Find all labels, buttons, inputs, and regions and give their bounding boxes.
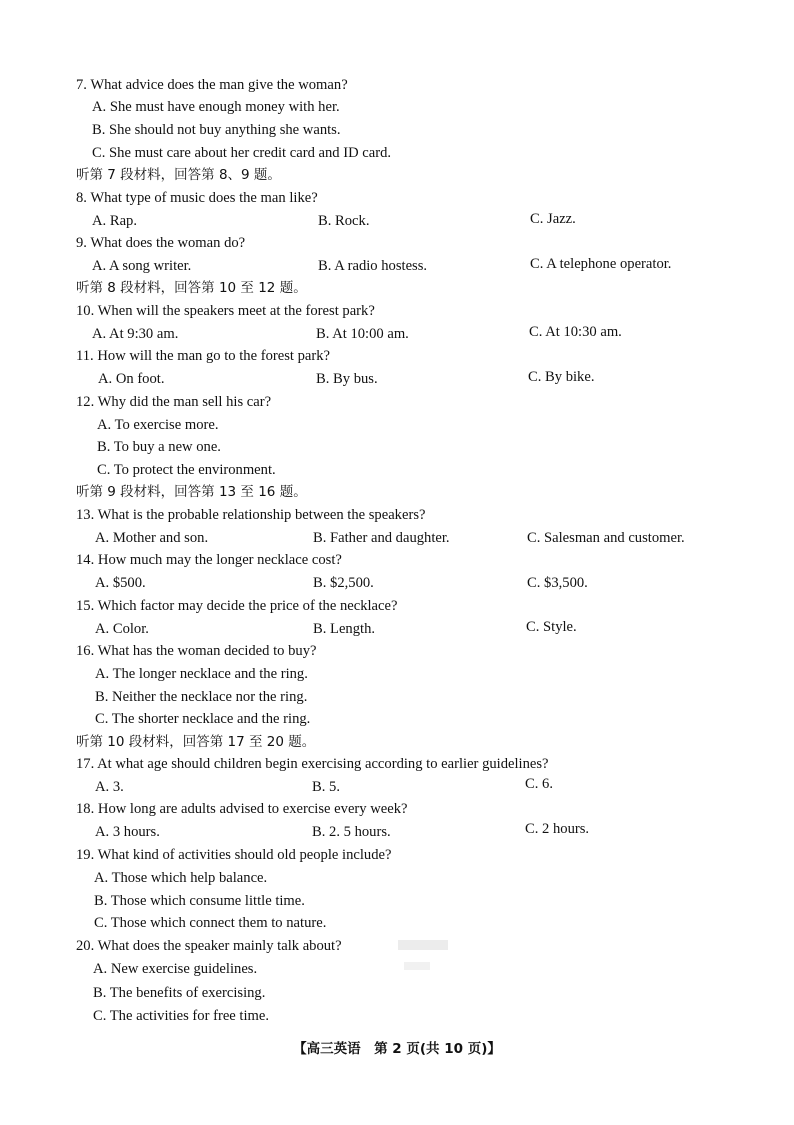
question-8: 8. What type of music does the man like?: [76, 190, 318, 206]
question-18: 18. How long are adults advised to exercise every week?: [76, 801, 408, 817]
question-11: 11. How will the man go to the forest park?: [76, 348, 330, 364]
option-13a: A. Mother and son.: [95, 530, 209, 546]
question-15: 15. Which factor may decide the price of the necklace?: [76, 598, 398, 614]
option-8b: B. Rock.: [318, 213, 370, 229]
option-16c: C. The shorter necklace and the ring.: [95, 711, 311, 727]
page-footer: 【高三英语 第 2 页(共 10 页)】: [293, 1041, 501, 1057]
option-15c: C. Style.: [526, 619, 577, 635]
question-17: 17. At what age should children begin exercising according to earlier guidelines?: [76, 756, 549, 772]
option-15b: B. Length.: [313, 621, 376, 637]
option-10c: C. At 10:30 am.: [529, 324, 622, 340]
question-12: 12. Why did the man sell his car?: [76, 394, 272, 410]
question-16: 16. What has the woman decided to buy?: [76, 643, 317, 659]
option-10a: A. At 9:30 am.: [92, 326, 179, 342]
option-14c: C. $3,500.: [527, 575, 588, 591]
option-16b: B. Neither the necklace nor the ring.: [95, 689, 308, 705]
option-20a: A. New exercise guidelines.: [93, 961, 258, 977]
option-13c: C. Salesman and customer.: [527, 530, 685, 546]
option-12a: A. To exercise more.: [97, 417, 219, 433]
option-20c: C. The activities for free time.: [93, 1008, 270, 1024]
option-19a: A. Those which help balance.: [94, 870, 268, 886]
scan-artifact: [404, 962, 430, 970]
section-header-9: 听第 9 段材料，回答第 13 至 16 题。: [76, 484, 307, 500]
option-13b: B. Father and daughter.: [313, 530, 450, 546]
option-7c: C. She must care about her credit card and ID card.: [92, 145, 392, 161]
option-12c: C. To protect the environment.: [97, 462, 276, 478]
option-7a: A. She must have enough money with her.: [92, 99, 340, 115]
option-10b: B. At 10:00 am.: [316, 326, 409, 342]
option-8a: A. Rap.: [92, 213, 137, 229]
question-10: 10. When will the speakers meet at the forest park?: [76, 303, 375, 319]
option-11c: C. By bike.: [528, 369, 595, 385]
option-15a: A. Color.: [95, 621, 149, 637]
section-header-8: 听第 8 段材料，回答第 10 至 12 题。: [76, 280, 307, 296]
question-9: 9. What does the woman do?: [76, 235, 246, 251]
question-13: 13. What is the probable relationship between the speakers?: [76, 507, 426, 523]
question-7: 7. What advice does the man give the woman?: [76, 77, 348, 93]
option-14b: B. $2,500.: [313, 575, 374, 591]
option-19c: C. Those which connect them to nature.: [94, 915, 327, 931]
option-7b: B. She should not buy anything she wants.: [92, 122, 341, 138]
option-18c: C. 2 hours.: [525, 821, 590, 837]
option-9c: C. A telephone operator.: [530, 256, 672, 272]
option-11b: B. By bus.: [316, 371, 378, 387]
option-16a: A. The longer necklace and the ring.: [95, 666, 308, 682]
option-11a: A. On foot.: [98, 371, 165, 387]
section-header-7: 听第 7 段材料，回答第 8、9 题。: [76, 167, 281, 183]
option-19b: B. Those which consume little time.: [94, 893, 305, 909]
option-9b: B. A radio hostess.: [318, 258, 428, 274]
option-17c: C. 6.: [525, 776, 553, 792]
option-17b: B. 5.: [312, 779, 340, 795]
option-18a: A. 3 hours.: [95, 824, 160, 840]
option-14a: A. $500.: [95, 575, 146, 591]
option-8c: C. Jazz.: [530, 211, 576, 227]
question-20: 20. What does the speaker mainly talk about?: [76, 938, 342, 954]
scan-artifact: [398, 940, 448, 950]
option-9a: A. A song writer.: [92, 258, 192, 274]
section-header-10: 听第 10 段材料，回答第 17 至 20 题。: [76, 734, 316, 750]
question-19: 19. What kind of activities should old people include?: [76, 847, 392, 863]
question-14: 14. How much may the longer necklace cost?: [76, 552, 342, 568]
option-17a: A. 3.: [95, 779, 124, 795]
option-20b: B. The benefits of exercising.: [93, 985, 266, 1001]
option-18b: B. 2. 5 hours.: [312, 824, 391, 840]
option-12b: B. To buy a new one.: [97, 439, 221, 455]
